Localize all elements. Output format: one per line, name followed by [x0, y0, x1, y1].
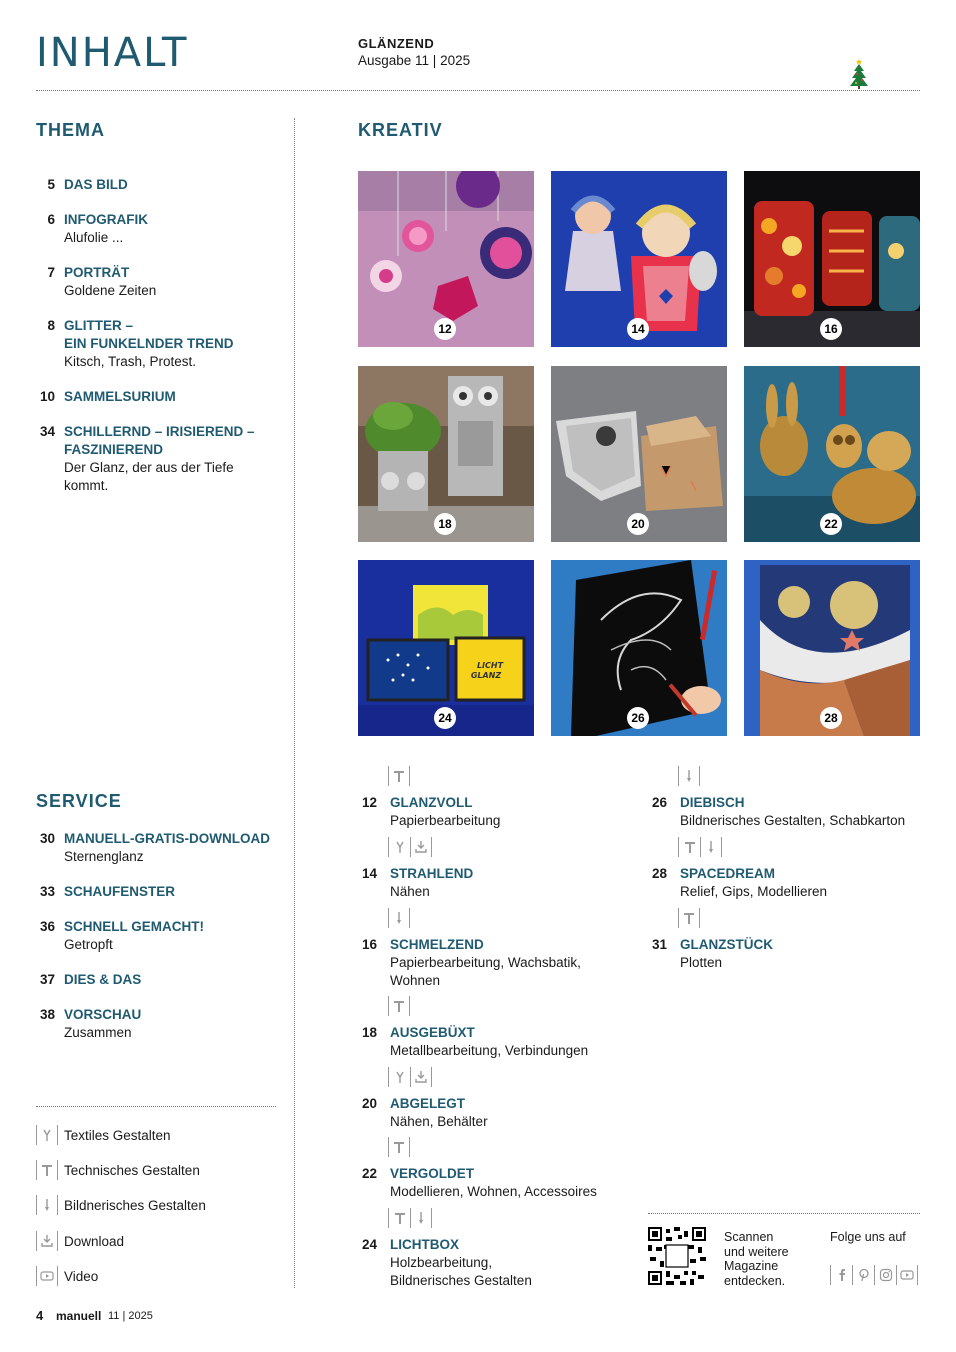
entry-subtitle: Goldene Zeiten: [64, 283, 157, 298]
entry-subtitle: Relief, Gips, Modellieren: [680, 884, 828, 899]
footer-issue: 11 | 2025: [108, 1310, 153, 1322]
category-icons: [678, 837, 722, 857]
page-number: 16: [361, 937, 377, 952]
entry-title: SCHAUFENSTER: [64, 884, 176, 899]
category-icons: [388, 1208, 432, 1228]
brush-icon: [388, 908, 410, 928]
textile-icon: [388, 1067, 410, 1087]
toc-entry[interactable]: [36, 264, 286, 300]
thumbnail-abgelegt[interactable]: [551, 366, 727, 542]
category-icons: [388, 1137, 410, 1157]
hammer-icon: [388, 1137, 410, 1157]
pinterest-icon[interactable]: [852, 1265, 874, 1285]
entry-title: GLANZVOLL: [390, 795, 473, 810]
thumbnail-spacedream[interactable]: [744, 560, 920, 736]
page-number: 20: [361, 1096, 377, 1111]
kreativ-entry[interactable]: [358, 936, 608, 990]
entry-title: SCHILLERND – IRISIEREND –: [64, 424, 255, 439]
category-icons: [388, 766, 410, 786]
toc-entry[interactable]: [36, 883, 286, 901]
page-number: 36: [39, 919, 55, 934]
entry-title: SCHNELL GEMACHT!: [64, 919, 204, 934]
entry-title: MANUELL-GRATIS-DOWNLOAD: [64, 831, 270, 846]
magazine-name: GLÄNZEND: [358, 36, 435, 51]
page-number: 30: [39, 831, 55, 846]
entry-title: VORSCHAU: [64, 1007, 142, 1022]
hammer-icon: [678, 837, 700, 857]
page-badge: 26: [627, 707, 649, 729]
entry-title: VERGOLDET: [390, 1166, 475, 1181]
thumbnail-glanzvoll[interactable]: [358, 171, 534, 347]
entry-subtitle: Holzbearbeitung,: [390, 1255, 493, 1270]
entry-subtitle: Metallbearbeitung, Verbindungen: [390, 1043, 589, 1058]
entry-title: DAS BILD: [64, 177, 128, 192]
page-number: 6: [47, 212, 55, 227]
brush-icon: [410, 1208, 432, 1228]
legend-label: Video: [64, 1268, 99, 1284]
page-number: 24: [361, 1237, 377, 1252]
thumbnail-schmelzend[interactable]: [744, 171, 920, 347]
kreativ-entry[interactable]: [648, 936, 928, 972]
entry-subtitle: Modellieren, Wohnen, Accessoires: [390, 1184, 597, 1199]
kreativ-entry[interactable]: [358, 1024, 608, 1060]
qr-code[interactable]: [648, 1227, 706, 1285]
kreativ-heading: KREATIV: [358, 120, 443, 140]
category-icons: [388, 996, 410, 1016]
page-number: 8: [47, 318, 55, 333]
thumbnail-ausgebuext[interactable]: [358, 366, 534, 542]
page-number: 28: [651, 866, 667, 881]
toc-entry[interactable]: [36, 423, 286, 495]
hammer-icon: [388, 996, 410, 1016]
category-icons: [388, 1067, 432, 1087]
entry-title: LICHTBOX: [390, 1237, 459, 1252]
entry-title: DIEBISCH: [680, 795, 745, 810]
entry-subtitle: Papierbearbeitung: [390, 813, 501, 828]
brush-icon: [36, 1195, 58, 1215]
header-divider: [36, 90, 920, 91]
toc-entry[interactable]: [36, 830, 286, 866]
toc-entry[interactable]: [36, 1006, 286, 1042]
thumbnail-strahlend[interactable]: [551, 171, 727, 347]
page-number: 12: [361, 795, 377, 810]
page-title: INHALT: [36, 30, 189, 76]
page-badge: 24: [434, 707, 456, 729]
youtube-icon[interactable]: [896, 1265, 918, 1285]
entry-subtitle-line2: kommt.: [64, 478, 109, 493]
thema-heading: THEMA: [36, 120, 105, 140]
kreativ-entry[interactable]: [358, 1165, 608, 1201]
thumbnail-vergoldet[interactable]: [744, 366, 920, 542]
page-number: 38: [39, 1007, 55, 1022]
thumbnail-lichtbox[interactable]: [358, 560, 534, 736]
qr-caption-line: Scannen: [724, 1230, 774, 1244]
page-number: 31: [651, 937, 667, 952]
page-badge: 28: [820, 707, 842, 729]
service-heading: SERVICE: [36, 791, 122, 811]
entry-title-line2: EIN FUNKELNDER TREND: [64, 336, 234, 351]
thumbnail-diebisch[interactable]: [551, 560, 727, 736]
toc-entry[interactable]: [36, 317, 286, 371]
category-icons: [388, 908, 410, 928]
entry-subtitle: Kitsch, Trash, Protest.: [64, 354, 197, 369]
page-badge: 22: [820, 513, 842, 535]
footer-page-number: 4: [36, 1308, 44, 1323]
qr-caption-line: und weitere: [724, 1244, 789, 1259]
christmas-tree-icon: [848, 56, 870, 90]
entry-subtitle: Getropft: [64, 937, 113, 952]
entry-title: SPACEDREAM: [680, 866, 776, 881]
follow-label: Folge uns auf: [830, 1230, 906, 1244]
page-number: 18: [361, 1025, 377, 1040]
entry-title: SCHMELZEND: [390, 937, 484, 952]
qr-caption-line: Magazine: [724, 1259, 779, 1273]
kreativ-entry[interactable]: [648, 865, 928, 901]
kreativ-entry[interactable]: [358, 1236, 608, 1290]
legend-item: [36, 1160, 200, 1180]
legend-label: Download: [64, 1233, 125, 1249]
page-number: 34: [39, 424, 55, 439]
magazine-issue: Ausgabe 11 | 2025: [358, 53, 471, 68]
kreativ-entry[interactable]: [358, 794, 608, 830]
brush-icon: [700, 837, 722, 857]
download-icon: [36, 1231, 58, 1251]
category-icons: [678, 908, 700, 928]
svg-text:LICHT: LICHT: [476, 661, 504, 670]
download-icon: [410, 1067, 432, 1087]
footer-brand: manuell: [56, 1309, 102, 1323]
entry-subtitle: Zusammen: [64, 1025, 132, 1040]
entry-subtitle: Alufolie ...: [64, 230, 124, 245]
download-icon: [410, 837, 432, 857]
kreativ-entry[interactable]: [358, 1095, 608, 1131]
entry-title: GLITTER –: [64, 318, 134, 333]
entry-title: STRAHLEND: [390, 866, 474, 881]
qr-caption: [724, 1230, 789, 1288]
kreativ-entry[interactable]: [358, 865, 608, 901]
page-badge: 20: [627, 513, 649, 535]
category-icons: [388, 837, 432, 857]
promo-divider: [648, 1213, 920, 1214]
entry-subtitle: Der Glanz, der aus der Tiefe: [64, 460, 234, 475]
page-number: 5: [47, 177, 55, 192]
textile-icon: [36, 1125, 58, 1145]
page-badge: 16: [820, 318, 842, 340]
entry-subtitle: Papierbearbeitung, Wachsbatik,: [390, 955, 581, 970]
legend-item: [36, 1125, 171, 1145]
brush-icon: [678, 766, 700, 786]
hammer-icon: [388, 766, 410, 786]
legend-item: [36, 1266, 98, 1286]
entry-subtitle: Nähen: [390, 884, 430, 899]
entry-title: SAMMELSURIUM: [64, 389, 176, 404]
instagram-icon[interactable]: [874, 1265, 896, 1285]
toc-entry[interactable]: [36, 388, 286, 406]
hammer-icon: [36, 1160, 58, 1180]
legend-label: Bildnerisches Gestalten: [64, 1197, 206, 1213]
kreativ-entry[interactable]: [648, 794, 928, 830]
toc-entry[interactable]: [36, 918, 286, 954]
svg-text:GLANZ: GLANZ: [470, 671, 502, 680]
entry-subtitle: Sternenglanz: [64, 849, 144, 864]
page-badge: 12: [434, 318, 456, 340]
legend-item: [36, 1231, 124, 1251]
entry-title: DIES & DAS: [64, 972, 142, 987]
entry-title: PORTRÄT: [64, 265, 130, 280]
video-icon: [36, 1266, 58, 1286]
toc-entry[interactable]: [36, 176, 286, 194]
page-number: 37: [39, 972, 55, 987]
toc-entry[interactable]: [36, 971, 286, 989]
facebook-icon[interactable]: [830, 1265, 852, 1285]
hammer-icon: [388, 1208, 410, 1228]
entry-title: AUSGEBÜXT: [390, 1025, 475, 1040]
column-divider: [294, 118, 295, 1288]
page-number: 14: [361, 866, 377, 881]
page-number: 22: [361, 1166, 377, 1181]
entry-title: ABGELEGT: [390, 1096, 466, 1111]
toc-entry[interactable]: [36, 211, 286, 247]
entry-title-line2: FASZINIEREND: [64, 442, 164, 457]
entry-subtitle-line2: Bildnerisches Gestalten: [390, 1273, 532, 1288]
page-badge: 14: [627, 318, 649, 340]
entry-subtitle: Nähen, Behälter: [390, 1114, 488, 1129]
legend-item: [36, 1195, 206, 1215]
entry-subtitle-line2: Wohnen: [390, 973, 441, 988]
entry-subtitle: Bildnerisches Gestalten, Schabkarton: [680, 813, 906, 828]
page-number: 10: [39, 389, 55, 404]
hammer-icon: [678, 908, 700, 928]
entry-subtitle: Plotten: [680, 955, 723, 970]
legend-label: Textiles Gestalten: [64, 1127, 171, 1143]
textile-icon: [388, 837, 410, 857]
page-number: 33: [39, 884, 55, 899]
social-links: [830, 1265, 918, 1285]
entry-title: GLANZSTÜCK: [680, 937, 773, 952]
entry-title: INFOGRAFIK: [64, 212, 148, 227]
page-number: 7: [47, 265, 55, 280]
legend-divider: [36, 1106, 276, 1107]
legend-label: Technisches Gestalten: [64, 1162, 200, 1178]
page-number: 26: [651, 795, 667, 810]
qr-caption-line: entdecken.: [724, 1273, 786, 1288]
category-icons: [678, 766, 700, 786]
page-badge: 18: [434, 513, 456, 535]
